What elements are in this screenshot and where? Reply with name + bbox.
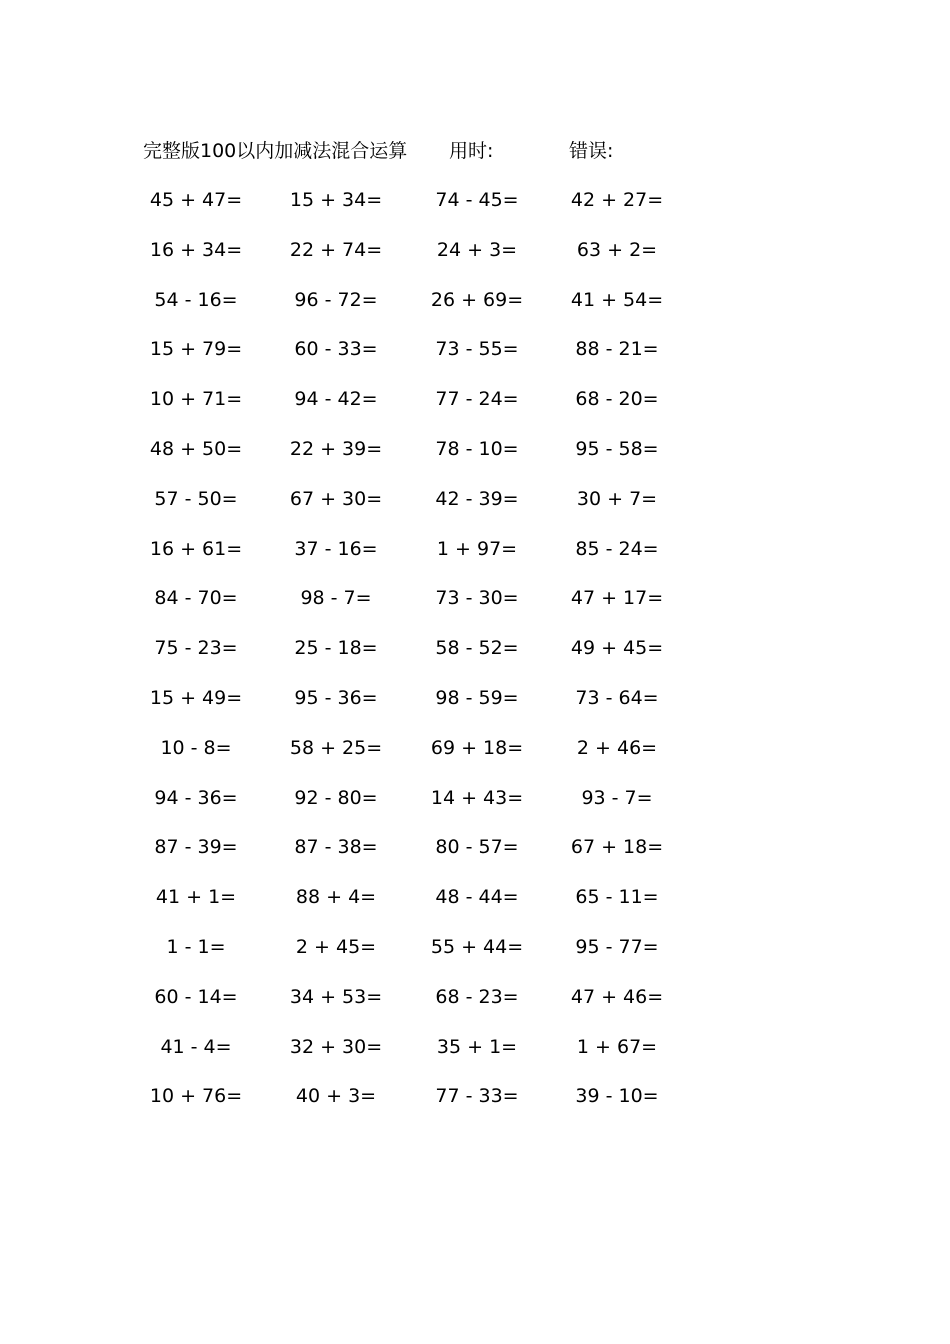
problem-cell: 73 - 30= — [435, 587, 519, 610]
problem-cell: 2 + 45= — [295, 936, 377, 958]
problem-cell: 67 + 30= — [289, 487, 383, 510]
problem-cell: 68 - 20= — [575, 388, 659, 411]
problem-row — [0, 384, 950, 414]
problem-cell: 95 - 58= — [575, 438, 659, 460]
problem-cell: 85 - 24= — [575, 537, 659, 560]
problem-cell: 26 + 69= — [430, 288, 524, 311]
problem-row — [0, 185, 950, 215]
problem-cell: 88 - 21= — [575, 338, 659, 361]
problem-row — [0, 932, 950, 962]
problem-row — [0, 633, 950, 663]
problem-row — [0, 1032, 950, 1062]
problem-cell: 41 + 54= — [570, 288, 664, 311]
problem-row — [0, 683, 950, 713]
problem-cell: 92 - 80= — [294, 786, 378, 809]
problem-cell: 84 - 70= — [154, 587, 238, 610]
problem-cell: 15 + 79= — [149, 338, 243, 361]
problem-cell: 94 - 42= — [294, 388, 378, 411]
problem-cell: 96 - 72= — [294, 288, 378, 311]
problem-row — [0, 783, 950, 813]
problem-row — [0, 534, 950, 564]
problem-cell: 67 + 18= — [570, 836, 664, 859]
problem-cell: 14 + 43= — [430, 786, 524, 809]
problem-cell: 77 - 33= — [435, 1085, 519, 1108]
problem-cell: 16 + 34= — [149, 238, 243, 261]
problem-cell: 1 - 1= — [166, 936, 226, 958]
problem-cell: 47 + 17= — [570, 587, 664, 610]
problem-row — [0, 982, 950, 1012]
problem-row — [0, 285, 950, 315]
problem-cell: 10 + 71= — [149, 388, 243, 411]
problem-row — [0, 334, 950, 364]
problem-cell: 42 - 39= — [435, 487, 519, 510]
problem-cell: 74 - 45= — [435, 189, 519, 211]
problem-row — [0, 434, 950, 464]
problem-row — [0, 832, 950, 862]
problem-cell: 22 + 74= — [289, 238, 383, 261]
problem-cell: 37 - 16= — [294, 537, 378, 560]
problem-cell: 98 - 59= — [435, 687, 519, 709]
problem-cell: 1 + 97= — [436, 537, 518, 560]
problem-cell: 24 + 3= — [436, 238, 518, 261]
errors-label: 错误: — [569, 140, 614, 162]
problem-cell: 73 - 64= — [575, 687, 659, 709]
problem-cell: 48 - 44= — [435, 886, 519, 909]
problem-cell: 16 + 61= — [149, 537, 243, 560]
problem-cell: 95 - 77= — [575, 936, 659, 958]
problem-cell: 49 + 45= — [570, 637, 664, 660]
problem-cell: 77 - 24= — [435, 388, 519, 411]
problem-cell: 40 + 3= — [295, 1085, 377, 1108]
problem-cell: 25 - 18= — [294, 637, 378, 660]
problem-cell: 10 - 8= — [160, 736, 232, 759]
problem-cell: 47 + 46= — [570, 985, 664, 1008]
problem-cell: 75 - 23= — [154, 637, 238, 660]
problem-cell: 65 - 11= — [575, 886, 659, 909]
problem-cell: 34 + 53= — [289, 985, 383, 1008]
problem-cell: 95 - 36= — [294, 687, 378, 709]
problem-cell: 98 - 7= — [300, 587, 372, 610]
problem-cell: 10 + 76= — [149, 1085, 243, 1108]
problem-cell: 60 - 14= — [154, 985, 238, 1008]
problem-cell: 88 + 4= — [295, 886, 377, 909]
problem-row — [0, 1081, 950, 1111]
problem-cell: 58 + 25= — [289, 736, 383, 759]
problem-cell: 69 + 18= — [430, 736, 524, 759]
problem-cell: 57 - 50= — [154, 487, 238, 510]
problem-cell: 35 + 1= — [436, 1035, 518, 1058]
problem-cell: 42 + 27= — [570, 189, 664, 211]
problem-row — [0, 583, 950, 613]
problem-cell: 48 + 50= — [149, 438, 243, 460]
problem-cell: 55 + 44= — [430, 936, 524, 958]
problem-row — [0, 484, 950, 514]
problem-row — [0, 882, 950, 912]
problem-cell: 1 + 67= — [576, 1035, 658, 1058]
problem-cell: 78 - 10= — [435, 438, 519, 460]
time-used-label: 用时: — [449, 140, 494, 162]
problem-cell: 73 - 55= — [435, 338, 519, 361]
problem-cell: 58 - 52= — [435, 637, 519, 660]
problem-row — [0, 733, 950, 763]
problem-cell: 60 - 33= — [294, 338, 378, 361]
problem-cell: 93 - 7= — [581, 786, 653, 809]
problem-cell: 32 + 30= — [289, 1035, 383, 1058]
problem-cell: 80 - 57= — [435, 836, 519, 859]
problem-cell: 94 - 36= — [154, 786, 238, 809]
problem-cell: 15 + 49= — [149, 687, 243, 709]
problem-cell: 87 - 39= — [154, 836, 238, 859]
problem-row — [0, 235, 950, 265]
problem-cell: 41 + 1= — [155, 886, 237, 909]
problem-cell: 68 - 23= — [435, 985, 519, 1008]
problem-cell: 22 + 39= — [289, 438, 383, 460]
problem-cell: 45 + 47= — [149, 189, 243, 211]
problem-cell: 30 + 7= — [576, 487, 658, 510]
problem-cell: 15 + 34= — [289, 189, 383, 211]
problem-cell: 87 - 38= — [294, 836, 378, 859]
worksheet-title: 完整版100以内加减法混合运算 — [143, 140, 408, 162]
problem-cell: 39 - 10= — [575, 1085, 659, 1108]
problem-cell: 54 - 16= — [154, 288, 238, 311]
problem-cell: 63 + 2= — [576, 238, 658, 261]
problem-cell: 41 - 4= — [160, 1035, 232, 1058]
problem-cell: 2 + 46= — [576, 736, 658, 759]
